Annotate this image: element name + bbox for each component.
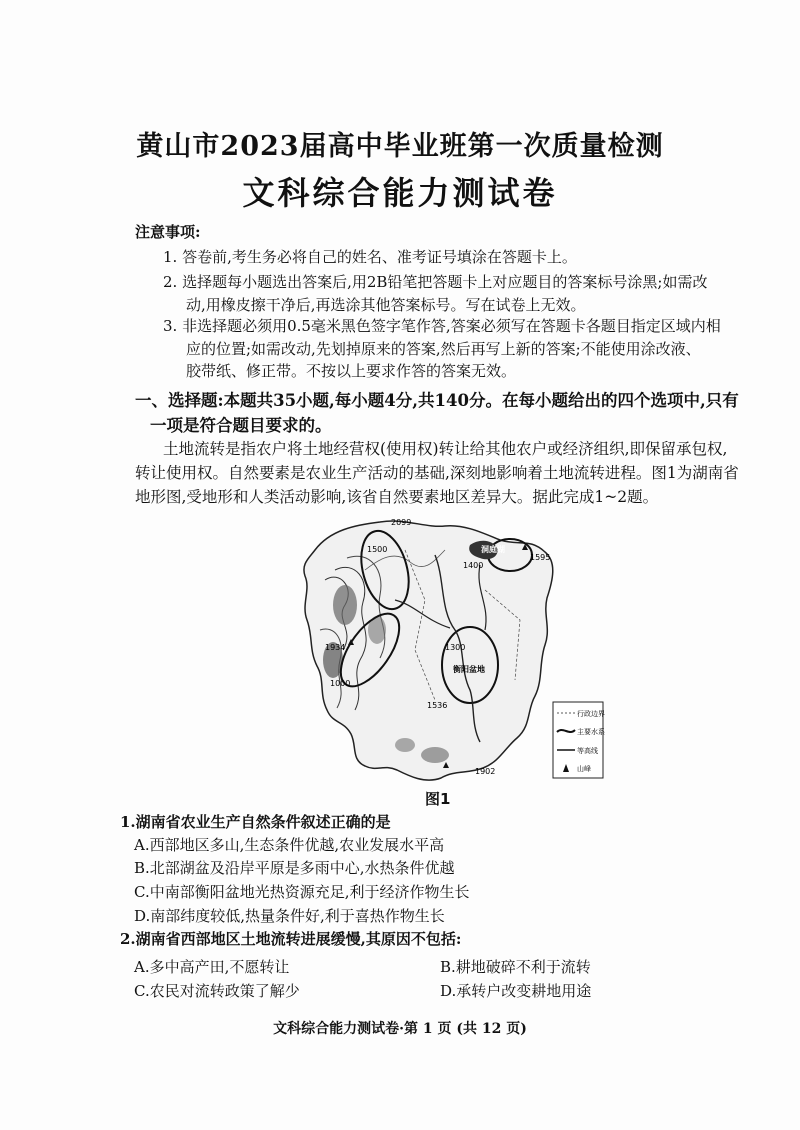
question-option: D.南部纬度较低,热量条件好,利于喜热作物生长 [134, 907, 445, 925]
section-heading: 一、选择题:本题共35小题,每小题4分,共140分。在每小题给出的四个选项中,只有 [135, 391, 739, 410]
legend-admin-boundary: 行政边界 [577, 710, 605, 718]
elev-label: 1536 [427, 701, 448, 710]
lake-label: 洞庭湖 [481, 545, 505, 554]
notice-line: 胶带纸、修正带。不按以上要求作答的答案无效。 [186, 362, 517, 380]
exam-title-line1: 黄山市2023届高中毕业班第一次质量检测 [136, 131, 664, 162]
notice-line: 应的位置;如需改动,先划掉原来的答案,然后再写上新的答案;不能使用涂改液、 [186, 340, 701, 358]
elev-label: 1595 [530, 553, 551, 562]
elev-label: 1400 [463, 561, 484, 570]
question-option: D.承转户改变耕地用途 [440, 982, 592, 1000]
elev-label: 1000 [330, 679, 351, 688]
exam-title-line2: 文科综合能力测试卷 [242, 174, 558, 212]
elev-label: 2099 [391, 518, 412, 527]
section-heading-cont: 一项是符合题目要求的。 [150, 416, 332, 435]
question-option: B.耕地破碎不利于流转 [440, 958, 591, 976]
question-option: C.中南部衡阳盆地光热资源充足,利于经济作物生长 [134, 883, 470, 901]
notice-line: 2. 选择题每小题选出答案后,用2B铅笔把答题卡上对应题目的答案标号涂黑;如需改 [163, 273, 708, 291]
legend-contour: 等高线 [577, 747, 598, 755]
mountain-area [421, 747, 449, 763]
elev-label: 1300 [445, 643, 466, 652]
mountain-area [395, 738, 415, 752]
notice-line: 动,用橡皮擦干净后,再选涂其他答案标号。写在试卷上无效。 [186, 296, 586, 314]
notice-heading: 注意事项: [135, 223, 201, 241]
hunan-terrain-map [285, 510, 605, 790]
notice-line: 1. 答卷前,考生务必将自己的姓名、准考证号填涂在答题卡上。 [163, 248, 577, 266]
passage-line: 转让使用权。自然要素是农业生产活动的基础,深刻地影响着土地流转进程。图1为湖南省 [135, 464, 739, 482]
basin-label: 衡阳盆地 [453, 665, 485, 674]
elev-label: 1500 [367, 545, 388, 554]
elev-label: 1902 [475, 767, 496, 776]
elev-label: 1934 [325, 643, 346, 652]
question-stem-1: 1.湖南省农业生产自然条件叙述正确的是 [120, 813, 391, 831]
question-option: C.农民对流转政策了解少 [134, 982, 300, 1000]
legend-main-river: 主要水系 [577, 728, 605, 736]
mountain-area [333, 585, 357, 625]
question-option: A.西部地区多山,生态条件优越,农业发展水平高 [134, 836, 445, 854]
passage-line: 土地流转是指农户将土地经营权(使用权)转让给其他农户或经济组织,即保留承包权, [163, 440, 728, 458]
question-option: A.多中高产田,不愿转让 [134, 958, 290, 976]
question-option: B.北部湖盆及沿岸平原是多雨中心,水热条件优越 [134, 859, 455, 877]
legend-peak: 山峰 [577, 765, 591, 773]
notice-line: 3. 非选择题必须用0.5毫米黑色签字笔作答,答案必须写在答题卡各题目指定区域内相 [163, 317, 721, 335]
page-footer: 文科综合能力测试卷·第 1 页 (共 12 页) [273, 1021, 527, 1037]
figure-caption: 图1 [425, 790, 451, 808]
map-svg [285, 510, 605, 790]
question-stem-2: 2.湖南省西部地区土地流转进展缓慢,其原因不包括: [120, 930, 462, 948]
passage-line: 地形图,受地形和人类活动影响,该省自然要素地区差异大。据此完成1~2题。 [135, 488, 659, 506]
